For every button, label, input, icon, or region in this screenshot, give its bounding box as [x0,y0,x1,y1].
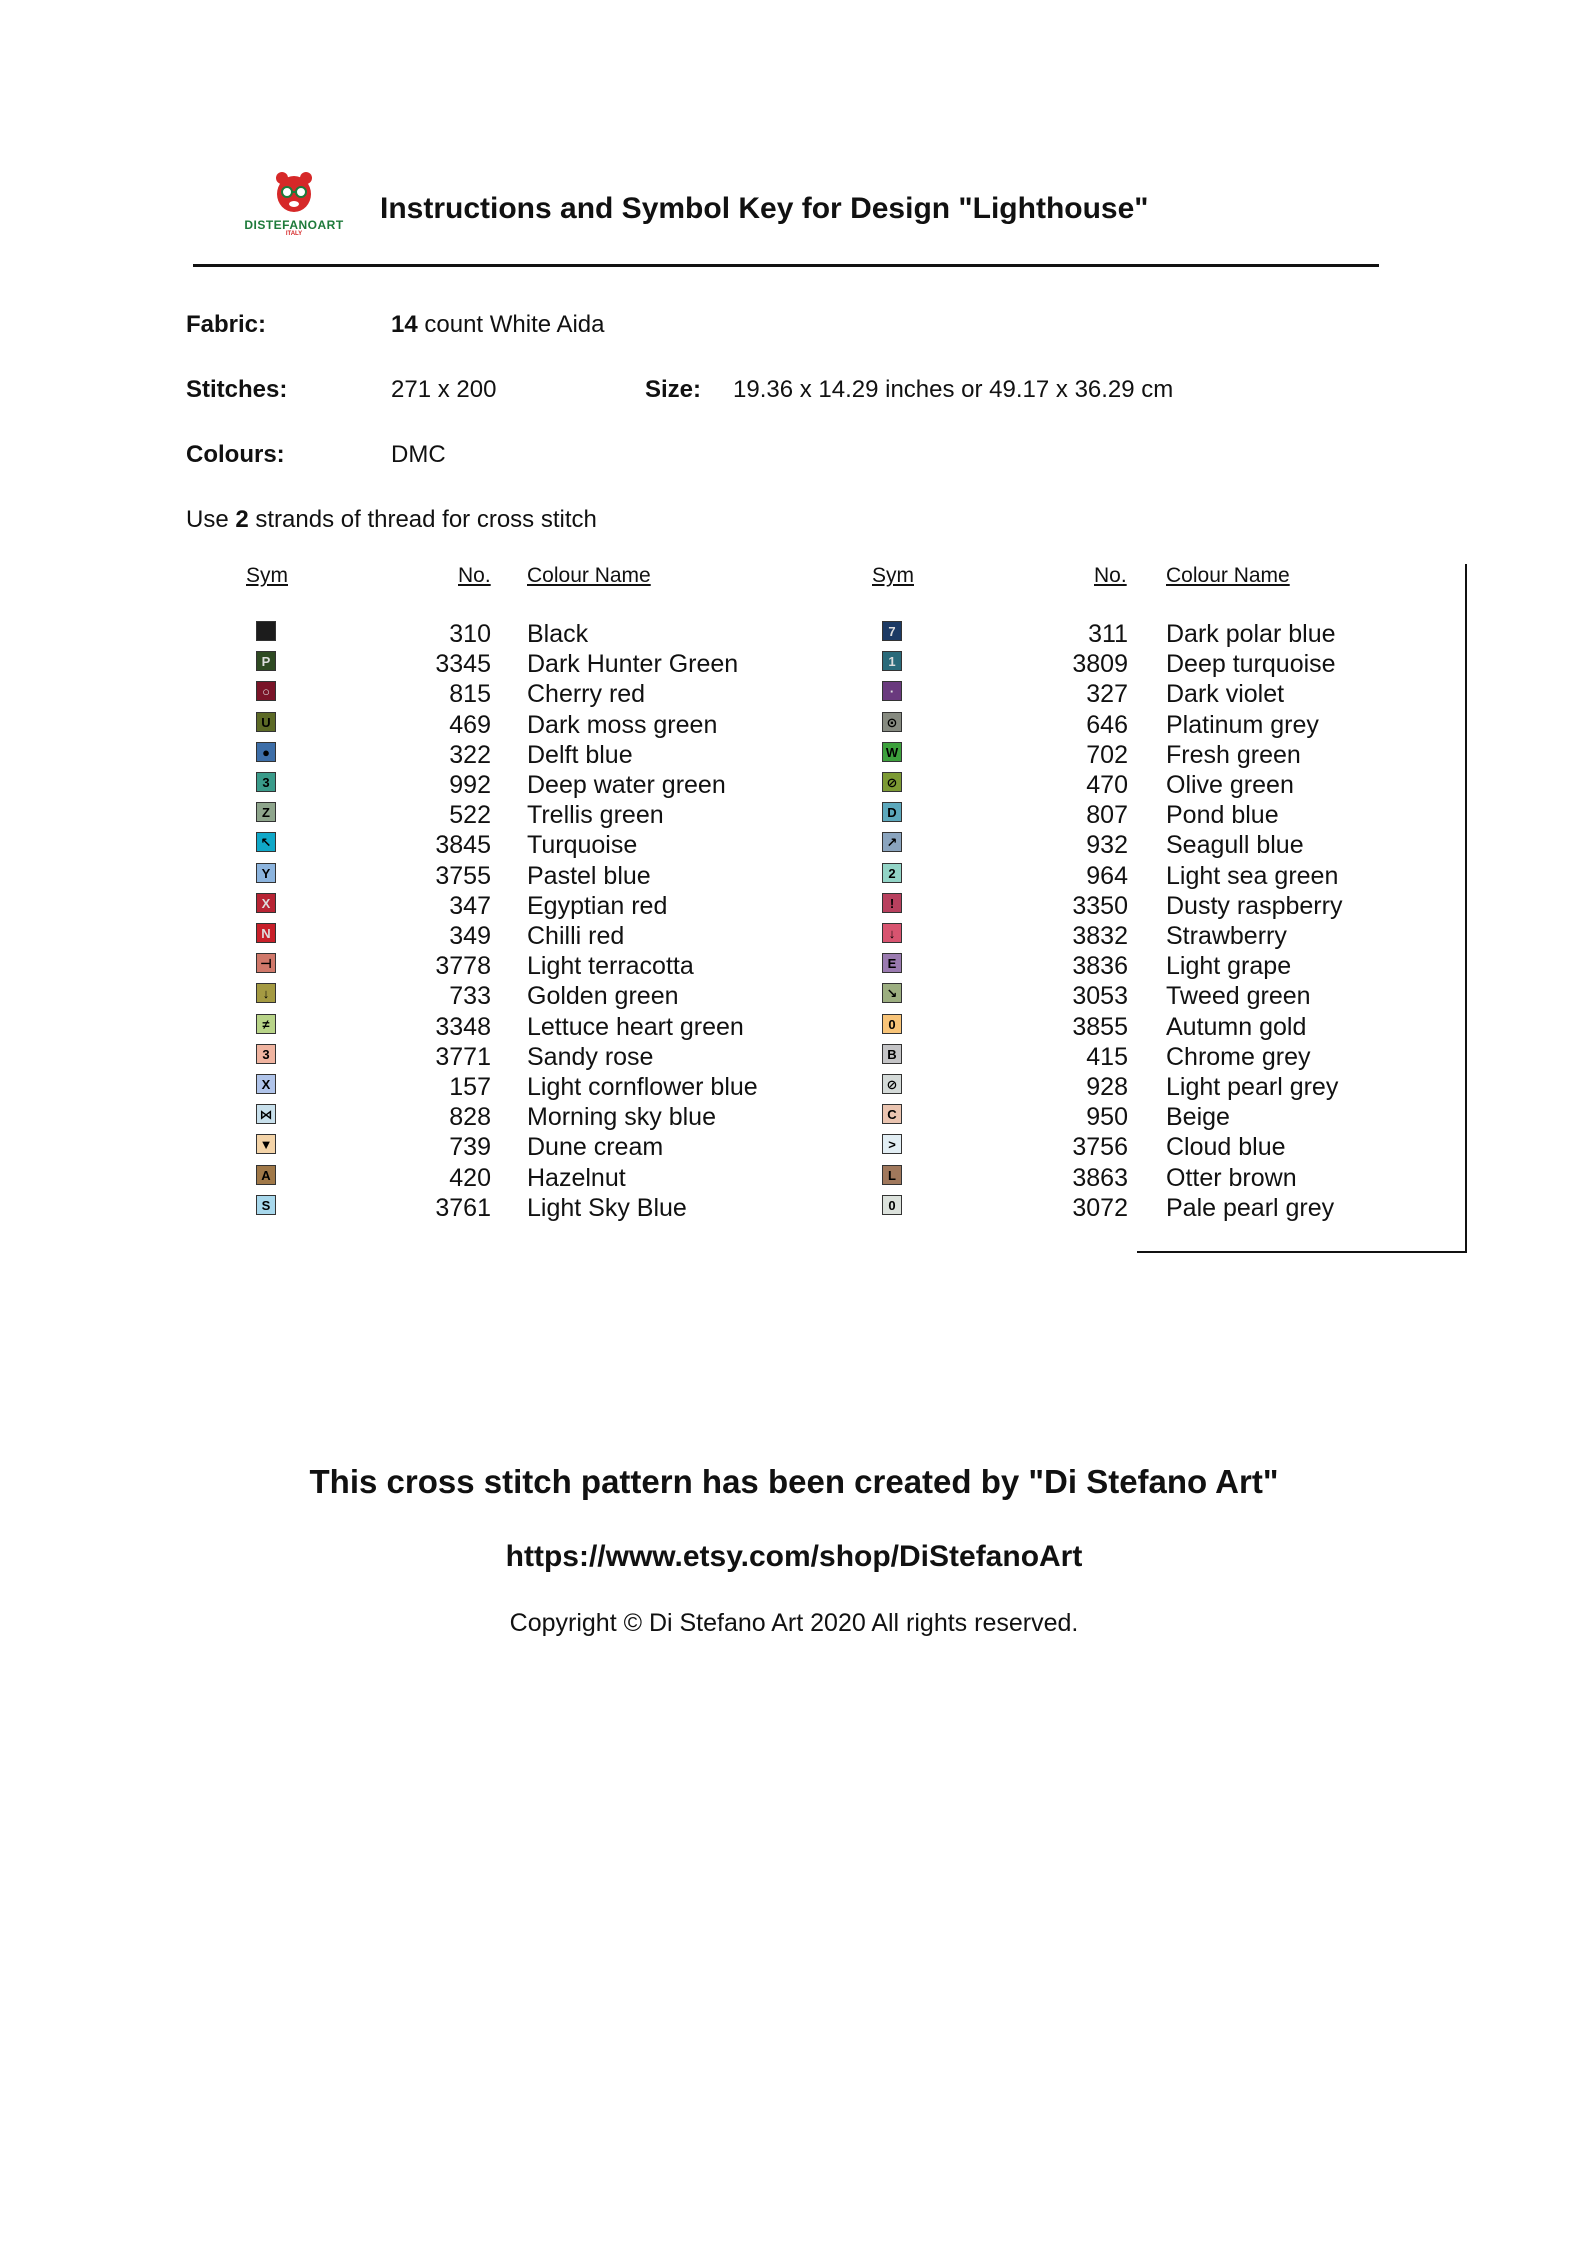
symbol-swatch-icon: B [882,1044,902,1064]
colour-name: Light grape [1166,952,1292,980]
strands-pre: Use [186,506,236,533]
symbol-swatch-icon: U [256,712,276,732]
fabric-count: 14 [391,311,418,338]
symbol-swatch-icon: 3 [256,1044,276,1064]
colour-name: Fresh green [1166,741,1301,769]
colour-number: 950 [1086,1103,1128,1131]
colour-name: Autumn gold [1166,1013,1307,1041]
symbol-swatch-icon: X [256,1074,276,1094]
fabric-value [391,311,604,339]
colour-number: 3756 [1072,1133,1128,1161]
symbol-swatch-icon: N [256,923,276,943]
size-value: 19.36 x 14.29 inches or 49.17 x 36.29 cm [733,376,1174,403]
colours-label: Colours: [186,441,285,468]
colour-name: Hazelnut [527,1164,626,1192]
strands-post: strands of thread for cross stitch [248,506,597,533]
size-label: Size: [645,376,702,403]
no-header-left: No. [458,564,491,587]
colour-number: 157 [449,1073,491,1101]
colour-number: 322 [449,741,491,769]
symbol-swatch-icon: 3 [256,772,276,792]
colour-name: Tweed green [1166,982,1311,1010]
colour-name: Chilli red [527,922,625,950]
colour-name: Seagull blue [1166,831,1304,859]
strands-instruction [186,506,597,534]
symbol-swatch-icon: ⊘ [882,772,902,792]
colour-number: 349 [449,922,491,950]
colour-name: Golden green [527,982,679,1010]
colour-number: 3845 [435,831,491,859]
page-title: Instructions and Symbol Key for Design "Lighthouse" [380,192,1149,225]
symbol-swatch-icon: ▼ [256,1134,276,1154]
colour-number: 828 [449,1103,491,1131]
symbol-swatch-icon: X [256,893,276,913]
colour-number: 3755 [435,862,491,890]
symbol-swatch-icon: 1 [882,651,902,671]
symbol-swatch-icon [256,621,276,641]
symbol-swatch-icon: ⊙ [882,712,902,732]
fabric-text: count White Aida [417,311,605,338]
colour-name: Cloud blue [1166,1133,1286,1161]
logo-subtext: ITALY [285,231,303,237]
colours-value: DMC [391,441,446,468]
colour-name: Dusty raspberry [1166,892,1343,920]
colour-name: Light pearl grey [1166,1073,1339,1101]
colour-name: Sandy rose [527,1043,654,1071]
symbol-swatch-icon: S [256,1195,276,1215]
brand-logo [240,168,348,242]
symbol-swatch-icon: ! [882,893,902,913]
colour-name: Trellis green [527,801,664,829]
colour-name: Beige [1166,1103,1230,1131]
colour-number: 310 [449,620,491,648]
symbol-swatch-icon: > [882,1134,902,1154]
colour-name: Dark moss green [527,711,718,739]
colour-name: Egyptian red [527,892,668,920]
colour-number: 739 [449,1133,491,1161]
symbol-swatch-icon: ○ [256,681,276,701]
colour-number: 733 [449,982,491,1010]
colour-number: 470 [1086,771,1128,799]
symbol-swatch-icon: ↗ [882,832,902,852]
colour-number: 964 [1086,862,1128,890]
colour-number: 3348 [435,1013,491,1041]
colour-number: 3053 [1072,982,1128,1010]
sym-header-right: Sym [872,564,914,587]
colour-number: 415 [1086,1043,1128,1071]
colour-number: 522 [449,801,491,829]
colour-number: 3350 [1072,892,1128,920]
symbol-swatch-icon: ↓ [256,983,276,1003]
symbol-swatch-icon: ≠ [256,1014,276,1034]
colour-name: Light sea green [1166,862,1339,890]
symbol-swatch-icon: ⊘ [882,1074,902,1094]
colour-name: Pale pearl grey [1166,1194,1335,1222]
colour-name: Dark polar blue [1166,620,1336,648]
symbol-swatch-icon: E [882,953,902,973]
colour-name: Morning sky blue [527,1103,716,1131]
colour-name: Strawberry [1166,922,1287,950]
colour-name: Cherry red [527,680,646,708]
colour-number: 3832 [1072,922,1128,950]
colour-name: Deep water green [527,771,726,799]
logo-text: DISTEFANOART [244,218,344,232]
symbol-swatch-icon: 0 [882,1195,902,1215]
colour-name: Turquoise [527,831,638,859]
colour-number: 3778 [435,952,491,980]
symbol-swatch-icon: 0 [882,1014,902,1034]
symbol-swatch-icon: Y [256,863,276,883]
name-header-right: Colour Name [1166,564,1290,587]
colour-number: 646 [1086,711,1128,739]
colour-number: 932 [1086,831,1128,859]
colour-name: Dark Hunter Green [527,650,739,678]
symbol-swatch-icon: ↖ [256,832,276,852]
symbol-swatch-icon: 2 [882,863,902,883]
symbol-swatch-icon: P [256,651,276,671]
colour-number: 327 [1086,680,1128,708]
symbol-swatch-icon: ↘ [882,983,902,1003]
colour-number: 420 [449,1164,491,1192]
symbol-swatch-icon: 7 [882,621,902,641]
colour-number: 3855 [1072,1013,1128,1041]
symbol-swatch-icon: ● [256,742,276,762]
table-border-bottom [1137,1251,1467,1253]
credit-line: This cross stitch pattern has been created by "Di Stefano Art" [309,1463,1279,1500]
colour-number: 928 [1086,1073,1128,1101]
symbol-swatch-icon: ↓ [882,923,902,943]
colour-name: Lettuce heart green [527,1013,744,1041]
symbol-swatch-icon: · [882,681,902,701]
colour-name: Dune cream [527,1133,664,1161]
symbol-swatch-icon: W [882,742,902,762]
symbol-swatch-icon: L [882,1165,902,1185]
shop-url[interactable]: https://www.etsy.com/shop/DiStefanoArt [505,1540,1083,1573]
copyright: Copyright © Di Stefano Art 2020 All rights reserved. [509,1609,1079,1637]
stitches-value: 271 x 200 [391,376,497,403]
colour-number: 3072 [1072,1194,1128,1222]
colour-name: Dark violet [1166,680,1285,708]
colour-number: 807 [1086,801,1128,829]
sym-header-left: Sym [246,564,288,587]
symbol-swatch-icon: ⊣ [256,953,276,973]
colour-name: Chrome grey [1166,1043,1311,1071]
symbol-swatch-icon: D [882,802,902,822]
name-header-left: Colour Name [527,564,651,587]
colour-number: 3863 [1072,1164,1128,1192]
no-header-right: No. [1094,564,1127,587]
colour-name: Light terracotta [527,952,694,980]
symbol-swatch-icon: Z [256,802,276,822]
strands-count: 2 [235,506,249,533]
symbol-swatch-icon: C [882,1104,902,1124]
colour-name: Delft blue [527,741,633,769]
colour-name: Platinum grey [1166,711,1319,739]
colour-name: Pond blue [1166,801,1279,829]
header-divider [193,264,1379,267]
colour-number: 311 [1088,620,1128,648]
colour-number: 3345 [435,650,491,678]
colour-name: Otter brown [1166,1164,1297,1192]
colour-number: 347 [449,892,491,920]
colour-number: 992 [449,771,491,799]
colour-name: Light cornflower blue [527,1073,758,1101]
stitches-label: Stitches: [186,376,288,403]
colour-name: Black [527,620,589,648]
colour-name: Pastel blue [527,862,651,890]
table-border-right [1465,564,1467,1252]
colour-number: 3771 [435,1043,491,1071]
colour-name: Olive green [1166,771,1294,799]
colour-name: Deep turquoise [1166,650,1336,678]
colour-number: 3809 [1072,650,1128,678]
colour-number: 3761 [435,1194,491,1222]
colour-name: Light Sky Blue [527,1194,687,1222]
colour-number: 815 [449,680,491,708]
colour-number: 3836 [1072,952,1128,980]
colour-number: 702 [1086,741,1128,769]
bear-logo-icon [240,168,348,218]
fabric-label: Fabric: [186,311,267,338]
colour-number: 469 [449,711,491,739]
symbol-swatch-icon: ⋈ [256,1104,276,1124]
symbol-swatch-icon: A [256,1165,276,1185]
